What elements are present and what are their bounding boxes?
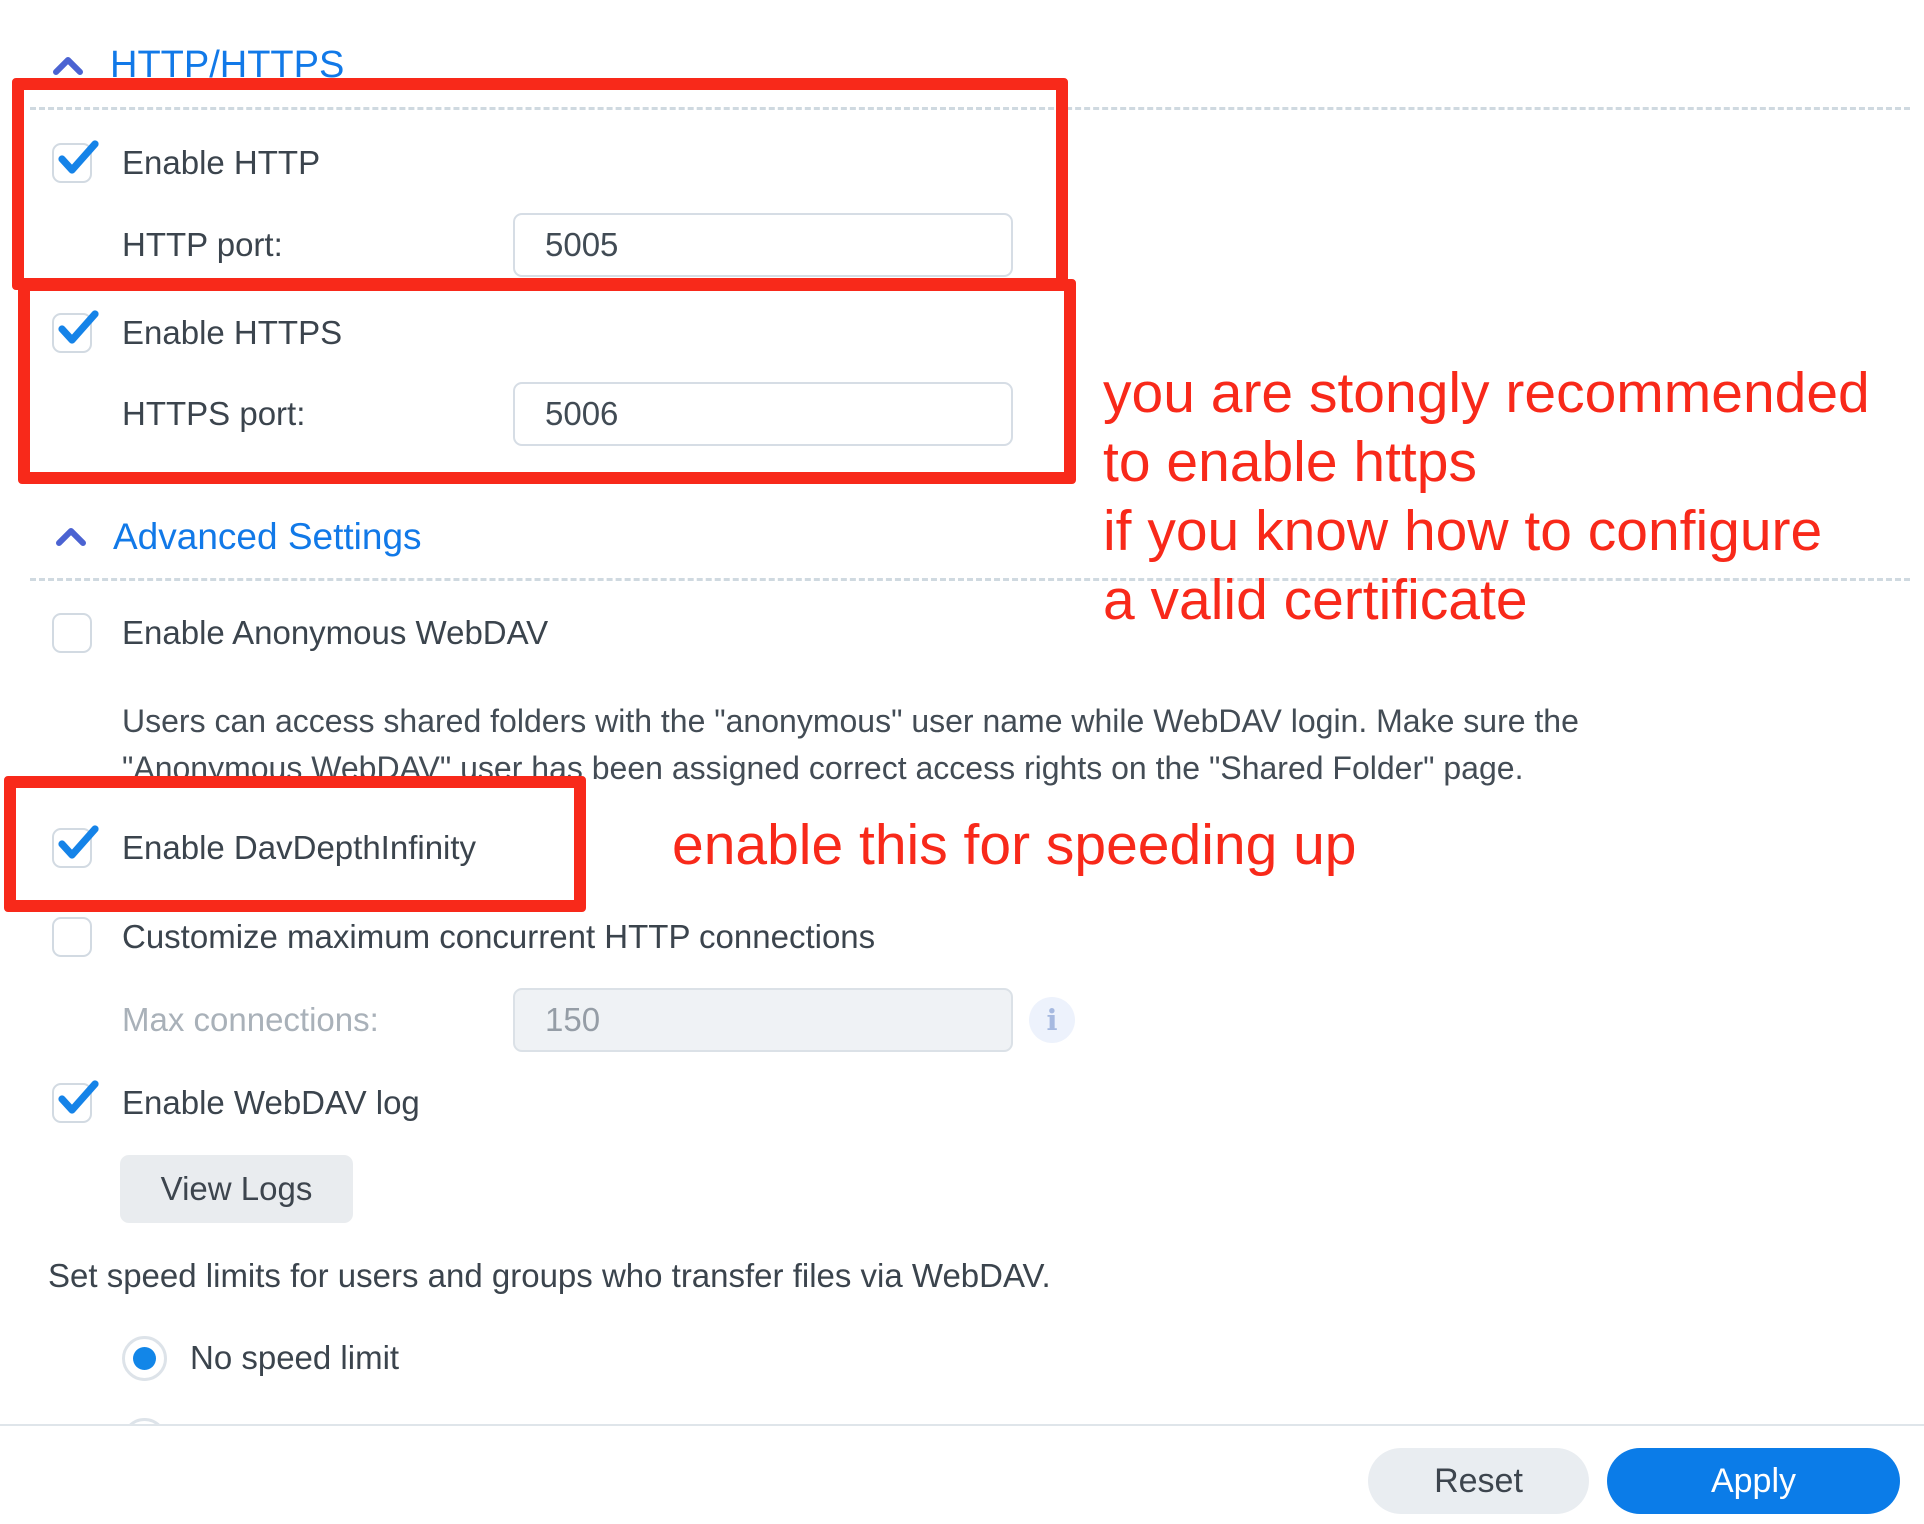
customize-connections-checkbox[interactable] [52,917,92,957]
section-advanced-settings[interactable] [55,516,422,558]
chevron-up-icon [52,55,84,77]
reset-button[interactable]: Reset [1368,1448,1589,1514]
radio-dot [133,1347,156,1370]
annotation-box-http [12,78,1068,290]
anonymous-description-line2: "Anonymous WebDAV" user has been assigned correct access rights on the "Shared Folder" page. [122,750,1524,786]
annotation-https-note-line2: to enable https [1103,430,1477,494]
enable-https-label: Enable HTTPS [122,314,343,351]
info-icon[interactable]: i [1029,997,1075,1043]
anonymous-description-line1: Users can access shared folders with the "anonymous" user name while WebDAV login. Make sure the [122,703,1579,739]
anonymous-webdav-label: Enable Anonymous WebDAV [122,614,549,651]
webdav-log-checkbox[interactable] [52,1083,92,1123]
no-speed-limit-label: No speed limit [190,1339,400,1376]
max-connections-value: 150 [545,1001,601,1038]
max-connections-input [513,988,1013,1052]
annotation-box-davdepth [4,776,586,912]
https-port-label: HTTPS port: [122,395,306,432]
davdepthinfinity-label: Enable DavDepthInfinity [122,829,477,866]
annotation-davdepth-note: enable this for speeding up [672,813,1357,877]
section-title-advanced: Advanced Settings [113,516,422,557]
max-connections-label: Max connections: [122,1001,379,1038]
enable-http-label: Enable HTTP [122,144,321,181]
customize-connections-label: Customize maximum concurrent HTTP connections [122,918,876,955]
https-port-value: 5006 [545,395,619,432]
http-port-value: 5005 [545,226,619,263]
chevron-up-icon [55,526,87,548]
speed-limit-description: Set speed limits for users and groups who transfer files via WebDAV. [48,1257,1051,1294]
annotation-https-note-line4: a valid certificate [1103,568,1528,632]
anonymous-webdav-checkbox[interactable] [52,613,92,653]
check-icon [52,1075,100,1128]
annotation-https-note-line1: you are stongly recommended [1103,361,1870,425]
no-speed-limit-radio[interactable] [122,1336,167,1381]
annotation-https-note-line3: if you know how to configure [1103,499,1823,563]
annotation-box-https [18,279,1076,484]
section-title-http-https: HTTP/HTTPS [110,44,345,86]
annotation-https-note [1103,359,1870,635]
view-logs-button[interactable]: View Logs [120,1155,353,1223]
webdav-log-label: Enable WebDAV log [122,1084,420,1121]
http-port-label: HTTP port: [122,226,283,263]
apply-button[interactable]: Apply [1607,1448,1900,1514]
